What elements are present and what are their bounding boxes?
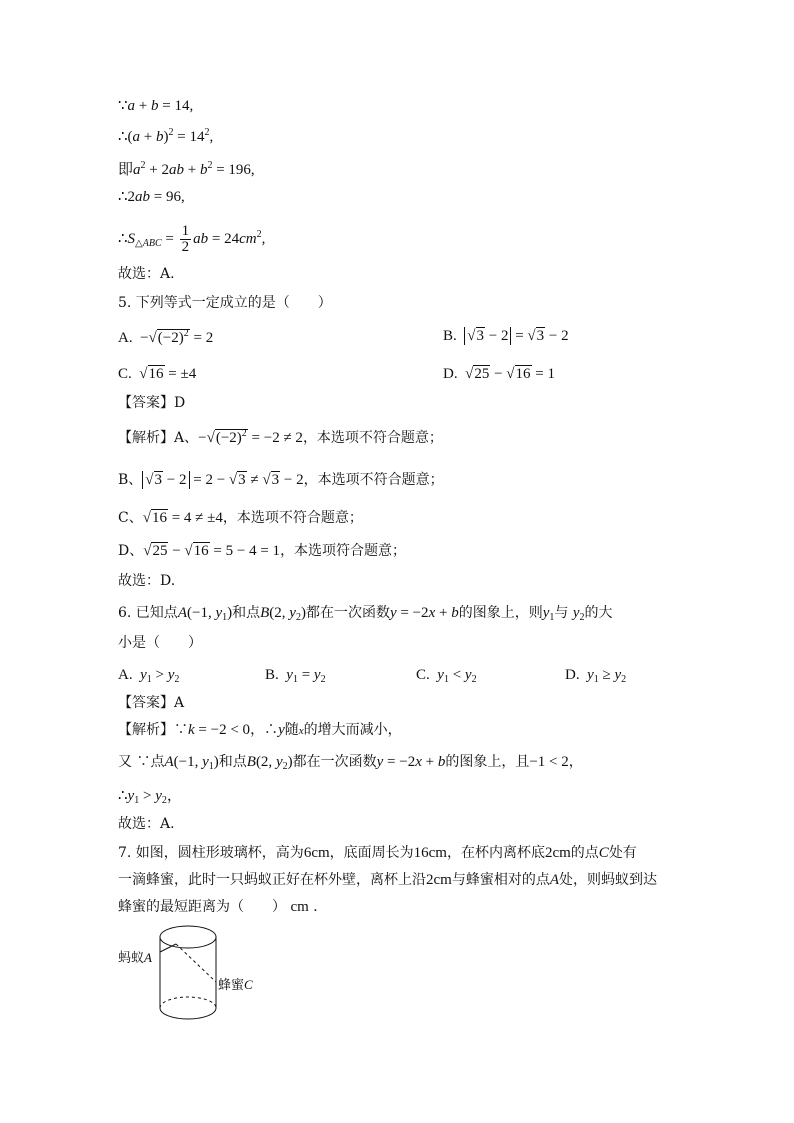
eq-line-2: ∴(a + $b)^2 = 14^2$, <box>118 127 214 145</box>
q6-option-b: B. $y_1 = y_2$ <box>265 667 326 685</box>
q5-analysis-b: B、 √3 − 2 = 2 − √3 ≠ √3 − 2，本选项不符合题意； <box>118 472 444 488</box>
q6-therefore: $\therefore y_1 > y_2$， <box>118 788 182 806</box>
eq-line-4: ∴2ab = 96, <box>118 189 185 205</box>
q6-analysis-also: 又 ∵点A(−1, $y_1$)和点B(2, $y_2$)都在一次函数y = −2x + b的图象上，且−1 < 2， <box>118 754 583 772</box>
q5-option-c: C. √16 = ±4 <box>118 366 197 382</box>
q6-option-c: C. $y_1 < y_2$ <box>416 667 477 685</box>
q6-analysis: 【解析】∵k = −2 < 0，∴y随x的增大而减小， <box>118 722 402 738</box>
q7-stem-line2: 一滴蜂蜜，此时一只蚂蚁正好在杯外壁，离杯上沿2cm与蜂蜜相对的点A处，则蚂蚁到达 <box>118 872 657 888</box>
q5-option-a: A. $-√(-2)^2 = 2$ <box>118 328 214 346</box>
cylinder-bottom-front <box>160 1008 216 1019</box>
cylinder-top-ellipse <box>160 926 216 948</box>
q6-option-a: A. $y_1 > y_2$ <box>118 667 180 685</box>
q6-answer: 【答案】A <box>118 695 185 711</box>
cylinder-bottom-back <box>160 997 216 1008</box>
q5-analysis-c: C、√16 = 4 ≠ ±4，本选项不符合题意； <box>118 510 363 526</box>
q6-stem-line1: 6. 已知点A(−1, $y_1$)和点B(2, $y_2$)都在一次函数y = −2x + b的图象上，则$y_1$与 $y_2$的大 <box>118 605 613 623</box>
q7-stem-line3: 蜂蜜的最短距离为（ ） cm ． <box>118 899 328 915</box>
q5-stem: 5. 下列等式一定成立的是（ ） <box>118 295 332 311</box>
q5-answer: 【答案】D <box>118 395 186 411</box>
cylinder-diagram <box>118 922 278 1022</box>
choice-text: 故选：A. <box>118 266 175 282</box>
q5-option-b: B. √3 − 2 = √3 − 2 <box>443 328 569 344</box>
q5-choice: 故选：D. <box>118 573 176 589</box>
q5-analysis-d: D、√25 − √16 = 5 − 4 = 1，本选项符合题意； <box>118 543 407 559</box>
eq-line-5: $\therefore S_{\triangle ABC}$ = $\frac{1}{2}$ ab = $24cm^2$, <box>118 223 266 255</box>
q7-stem-line1: 7. 如图，圆柱形玻璃杯，高为6cm，底面周长为16cm，在杯内离杯底2cm的点C处有 <box>118 845 637 861</box>
cylinder-figure <box>118 922 278 1022</box>
q6-stem-line2: 小是（ ） <box>118 635 202 651</box>
ant-label: 蚂蚁A <box>118 950 152 966</box>
path-line <box>176 944 216 982</box>
eq-line-3: 即$a^2 + 2ab + b^2 = 196$, <box>118 160 255 178</box>
eq-line-1: ∵a + b = 14, <box>118 98 194 114</box>
q6-option-d: D. $y_1 \ge y_2$ <box>565 667 627 685</box>
honey-label: 蜂蜜C <box>218 977 253 993</box>
fraction-half: $\frac{1}{2}$ <box>181 223 190 255</box>
q5-analysis-a: 【解析】A、$-√(-2)^2 = -2 \ne 2$，本选项不符合题意； <box>118 428 443 446</box>
q6-choice: 故选：A. <box>118 816 175 832</box>
q5-option-d: D. √25 − √16 = 1 <box>443 366 555 382</box>
